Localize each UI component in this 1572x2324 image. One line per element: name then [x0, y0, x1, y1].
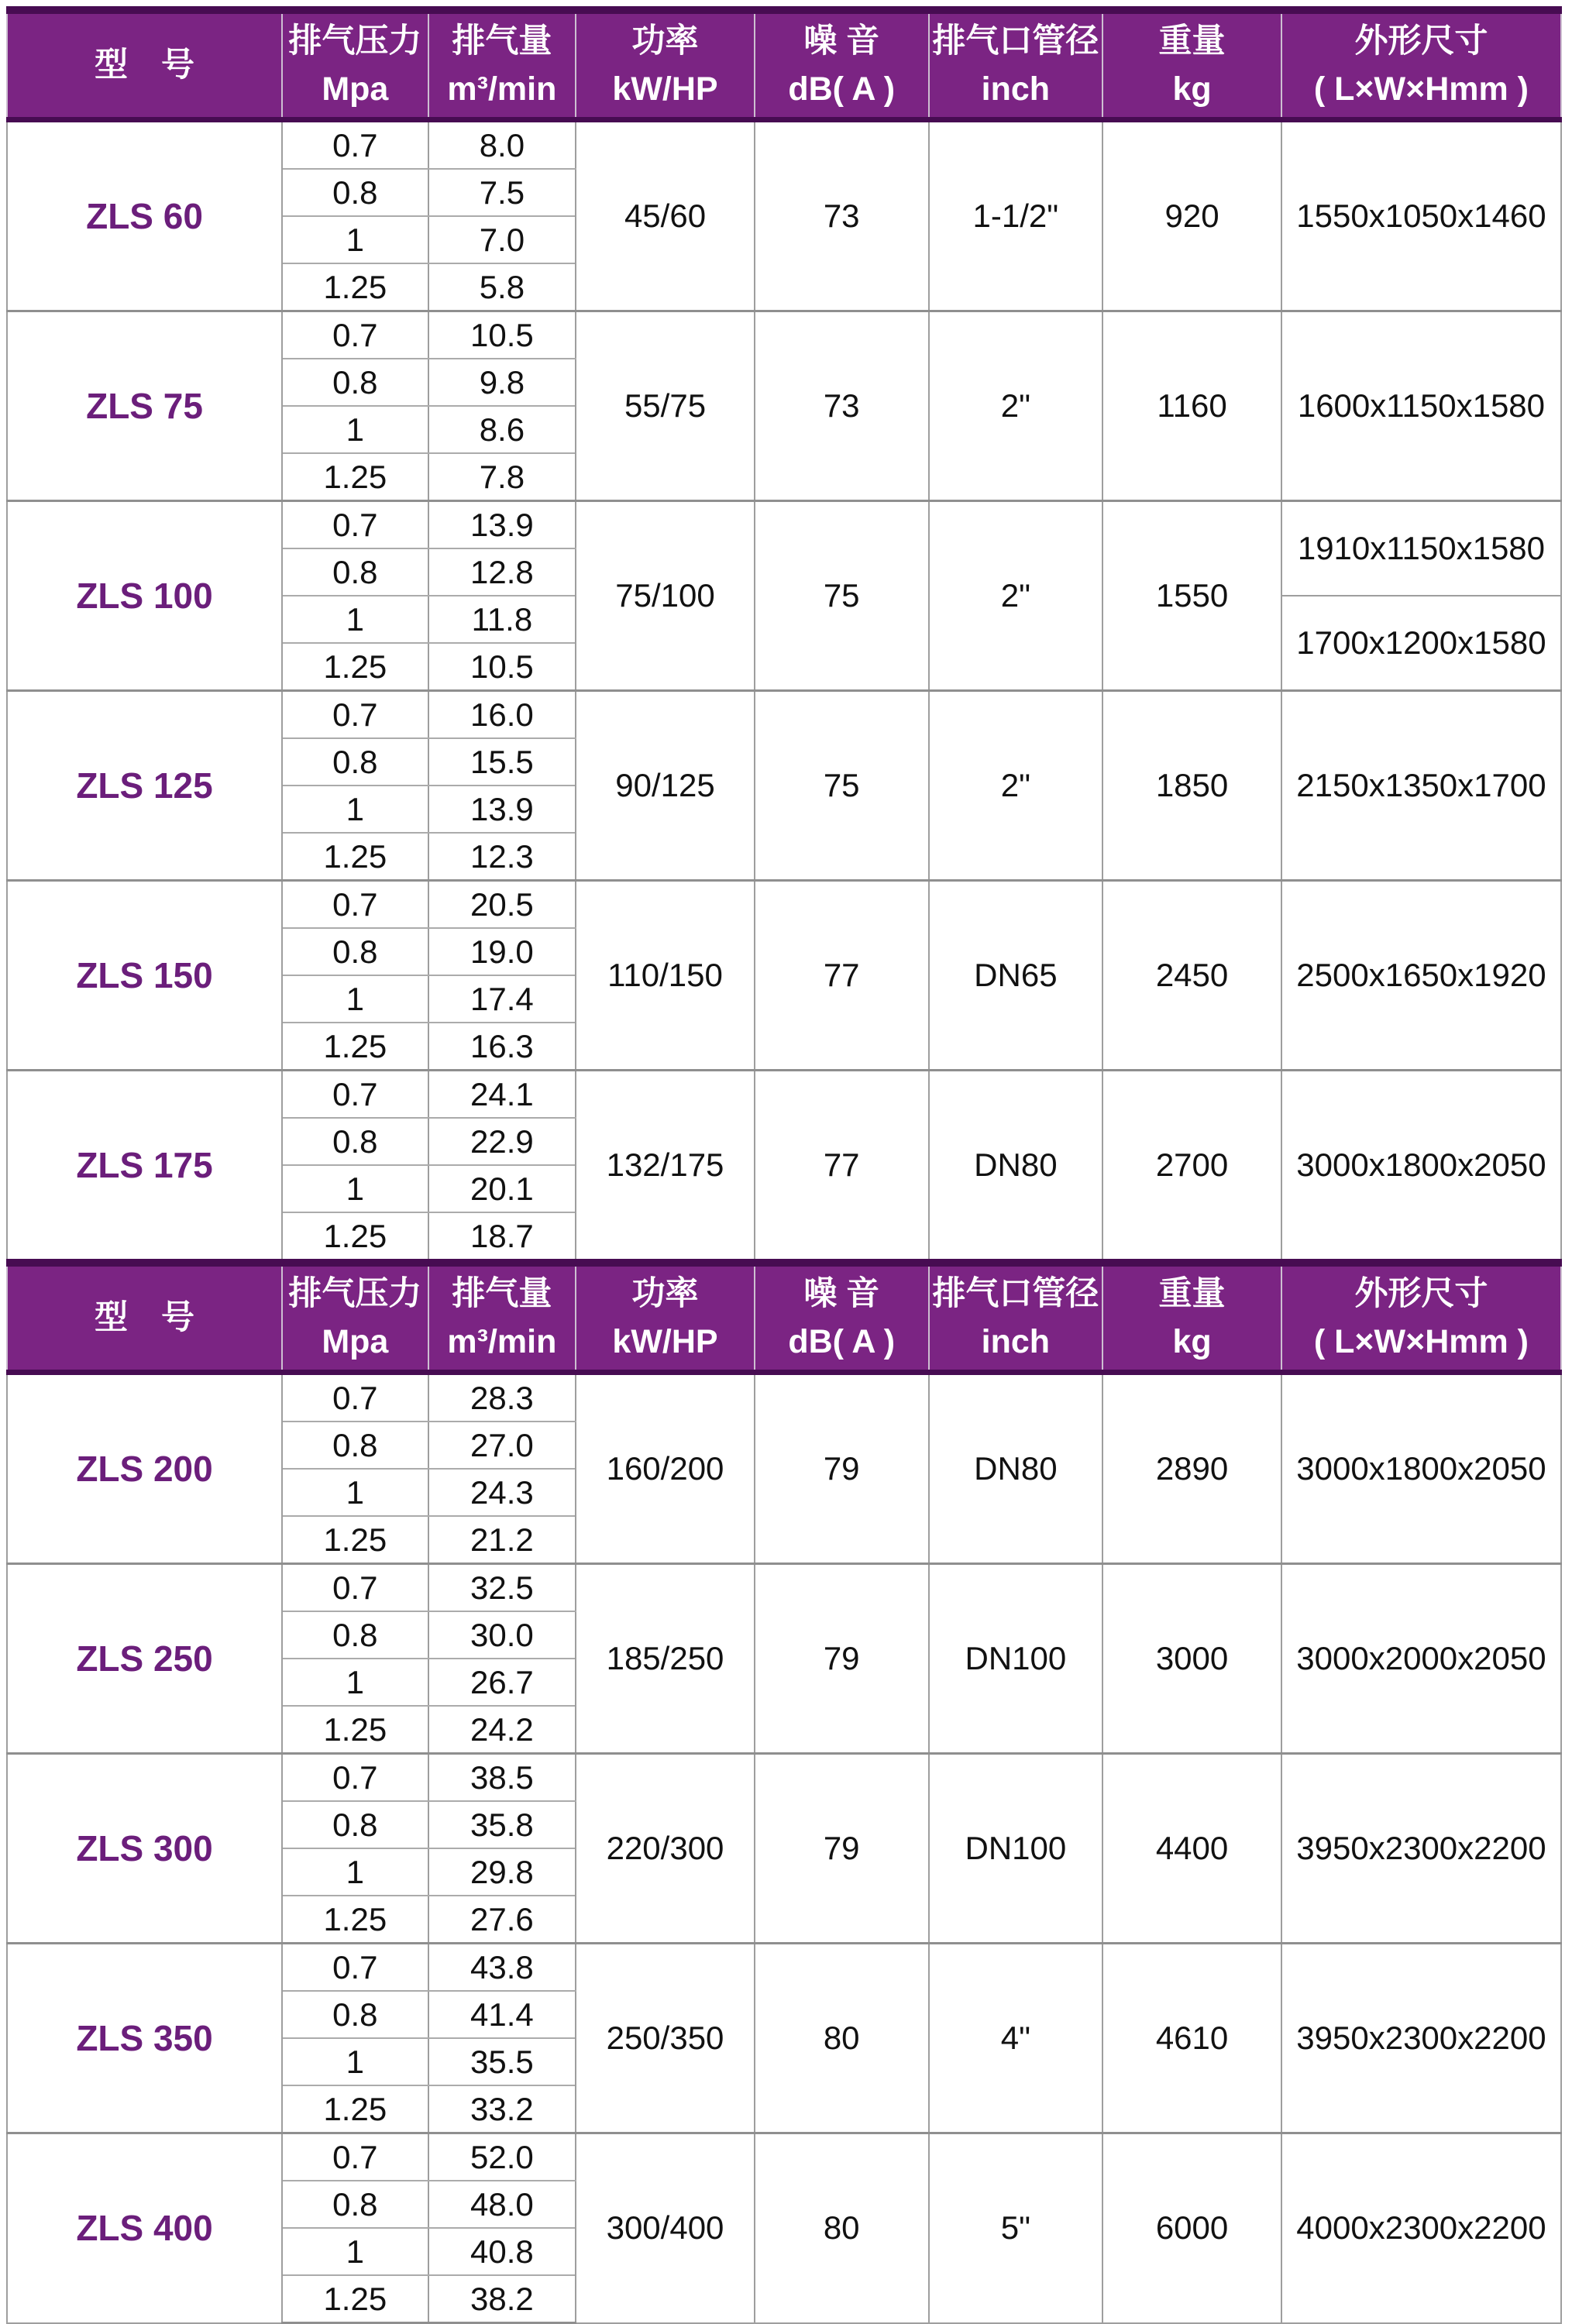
header-label: 排气量 [452, 1275, 552, 1313]
pressure-value: 1 [282, 596, 428, 643]
flow-value: 8.6 [428, 406, 576, 453]
flow-value: 24.1 [428, 1071, 576, 1119]
dims-value: 3000x1800x2050 [1281, 1373, 1561, 1564]
flow-value: 20.1 [428, 1165, 576, 1212]
model-name: ZLS 60 [7, 120, 282, 311]
header-label: 功率 [631, 1275, 699, 1313]
pressure-value: 0.8 [282, 1801, 428, 1848]
header-col-model [7, 10, 282, 120]
pipe-value: 1-1/2" [929, 120, 1103, 311]
header-unit: Mpa [322, 1322, 389, 1360]
header-label: 重量 [1158, 1275, 1226, 1313]
flow-value: 12.3 [428, 833, 576, 881]
header-unit: m³/min [447, 70, 557, 108]
pressure-value: 1.25 [282, 263, 428, 311]
noise-value: 79 [755, 1564, 929, 1754]
header-label: 排气口管径 [932, 22, 1099, 60]
pressure-value: 0.8 [282, 359, 428, 406]
pressure-value: 1 [282, 1848, 428, 1896]
table-row [7, 1373, 1561, 1422]
power-value: 90/125 [576, 691, 755, 881]
model-block [7, 1373, 1561, 1564]
header-unit: kg [1172, 70, 1212, 108]
flow-value: 43.8 [428, 1944, 576, 1992]
pipe-value: DN100 [929, 1564, 1103, 1754]
flow-value: 7.5 [428, 169, 576, 216]
flow-value: 35.8 [428, 1801, 576, 1848]
power-value: 220/300 [576, 1754, 755, 1944]
dims-value: 3000x2000x2050 [1281, 1564, 1561, 1754]
pressure-value: 0.8 [282, 1118, 428, 1165]
noise-value: 77 [755, 881, 929, 1071]
flow-value: 10.5 [428, 311, 576, 359]
flow-value: 13.9 [428, 786, 576, 833]
header-label: 重量 [1158, 22, 1226, 60]
flow-value: 38.5 [428, 1754, 576, 1802]
table-row [7, 1564, 1561, 1612]
weight-value: 2450 [1102, 881, 1281, 1071]
header-unit: inch [981, 70, 1051, 108]
spec-table [6, 6, 1562, 2324]
pressure-value: 1 [282, 786, 428, 833]
header-label: 排气压力 [288, 1275, 422, 1313]
pipe-value: 5" [929, 2133, 1103, 2323]
pressure-value: 0.8 [282, 169, 428, 216]
model-name: ZLS 300 [7, 1754, 282, 1944]
flow-value: 32.5 [428, 1564, 576, 1612]
pressure-value: 0.7 [282, 2133, 428, 2181]
table-row [7, 1944, 1561, 1992]
header-label: 型 号 [95, 46, 195, 84]
pressure-value: 1.25 [282, 1516, 428, 1564]
pressure-value: 0.7 [282, 1071, 428, 1119]
pressure-value: 1.25 [282, 1896, 428, 1944]
header-col-model [7, 1263, 282, 1373]
header-unit: Mpa [322, 70, 389, 108]
header-unit: dB( A ) [788, 70, 896, 108]
header-label: 噪 音 [803, 22, 880, 60]
flow-value: 13.9 [428, 501, 576, 549]
weight-value: 4400 [1102, 1754, 1281, 1944]
model-block [7, 2133, 1561, 2323]
pressure-value: 1 [282, 2228, 428, 2275]
pressure-value: 0.7 [282, 881, 428, 929]
header-col-pressure [282, 1263, 428, 1373]
dims-value: 1700x1200x1580 [1281, 596, 1561, 691]
noise-value: 79 [755, 1754, 929, 1944]
header-label: 型 号 [95, 1298, 195, 1336]
header-col-flow [428, 1263, 576, 1373]
table-row [7, 1071, 1561, 1119]
flow-value: 5.8 [428, 263, 576, 311]
header-unit: kW/HP [612, 1322, 718, 1360]
power-value: 185/250 [576, 1564, 755, 1754]
flow-value: 19.0 [428, 928, 576, 975]
flow-value: 52.0 [428, 2133, 576, 2181]
table-row [7, 501, 1561, 549]
weight-value: 1550 [1102, 501, 1281, 691]
noise-value: 79 [755, 1373, 929, 1564]
flow-value: 27.0 [428, 1422, 576, 1469]
model-block [7, 311, 1561, 501]
dims-value: 2500x1650x1920 [1281, 881, 1561, 1071]
power-value: 250/350 [576, 1944, 755, 2133]
pressure-value: 0.7 [282, 1754, 428, 1802]
header-unit: inch [981, 1322, 1051, 1360]
header-label: 排气压力 [288, 22, 422, 60]
model-name: ZLS 100 [7, 501, 282, 691]
model-block [7, 120, 1561, 311]
flow-value: 41.4 [428, 1991, 576, 2038]
header-col-weight [1102, 1263, 1281, 1373]
header-label: 排气口管径 [932, 1275, 1099, 1313]
weight-value: 6000 [1102, 2133, 1281, 2323]
pressure-value: 0.8 [282, 738, 428, 786]
pressure-value: 1.25 [282, 833, 428, 881]
flow-value: 7.8 [428, 453, 576, 501]
pressure-value: 0.7 [282, 120, 428, 170]
pressure-value: 1 [282, 975, 428, 1023]
flow-value: 30.0 [428, 1611, 576, 1659]
header-unit: ( L×W×Hmm ) [1313, 1322, 1529, 1360]
header-unit: dB( A ) [788, 1322, 896, 1360]
flow-value: 40.8 [428, 2228, 576, 2275]
header-col-dims [1281, 1263, 1561, 1373]
model-name: ZLS 150 [7, 881, 282, 1071]
model-name: ZLS 350 [7, 1944, 282, 2133]
header-col-noise [755, 1263, 929, 1373]
dims-value: 1600x1150x1580 [1281, 311, 1561, 501]
dims-value: 2150x1350x1700 [1281, 691, 1561, 881]
pipe-value: DN80 [929, 1071, 1103, 1263]
flow-value: 21.2 [428, 1516, 576, 1564]
flow-value: 7.0 [428, 216, 576, 263]
flow-value: 11.8 [428, 596, 576, 643]
table-row [7, 120, 1561, 170]
pressure-value: 1.25 [282, 1023, 428, 1071]
weight-value: 920 [1102, 120, 1281, 311]
flow-value: 27.6 [428, 1896, 576, 1944]
pressure-value: 0.8 [282, 928, 428, 975]
weight-value: 2890 [1102, 1373, 1281, 1564]
pipe-value: DN65 [929, 881, 1103, 1071]
model-name: ZLS 175 [7, 1071, 282, 1263]
model-name: ZLS 200 [7, 1373, 282, 1564]
header-unit: ( L×W×Hmm ) [1313, 70, 1529, 108]
flow-value: 15.5 [428, 738, 576, 786]
pressure-value: 1 [282, 2038, 428, 2085]
model-block [7, 1944, 1561, 2133]
pressure-value: 0.7 [282, 1373, 428, 1422]
model-block [7, 1754, 1561, 1944]
flow-value: 24.3 [428, 1469, 576, 1516]
power-value: 132/175 [576, 1071, 755, 1263]
table-row [7, 1754, 1561, 1802]
pressure-value: 1.25 [282, 643, 428, 691]
pressure-value: 0.8 [282, 1991, 428, 2038]
header-col-pressure [282, 10, 428, 120]
model-name: ZLS 400 [7, 2133, 282, 2323]
table-row [7, 311, 1561, 359]
header-col-power [576, 10, 755, 120]
pressure-value: 0.8 [282, 1611, 428, 1659]
flow-value: 35.5 [428, 2038, 576, 2085]
header-label: 噪 音 [803, 1275, 880, 1313]
header-col-weight [1102, 10, 1281, 120]
noise-value: 75 [755, 501, 929, 691]
weight-value: 1160 [1102, 311, 1281, 501]
dims-value: 1550x1050x1460 [1281, 120, 1561, 311]
header-label: 功率 [631, 22, 699, 60]
pressure-value: 1.25 [282, 2275, 428, 2323]
pressure-value: 1 [282, 1659, 428, 1706]
pressure-value: 0.7 [282, 501, 428, 549]
model-block [7, 691, 1561, 881]
flow-value: 16.3 [428, 1023, 576, 1071]
pressure-value: 0.8 [282, 548, 428, 596]
flow-value: 28.3 [428, 1373, 576, 1422]
table-header [7, 10, 1561, 120]
pressure-value: 0.7 [282, 311, 428, 359]
pressure-value: 0.7 [282, 1944, 428, 1992]
model-block [7, 501, 1561, 691]
pressure-value: 1 [282, 406, 428, 453]
pressure-value: 1 [282, 1469, 428, 1516]
flow-value: 29.8 [428, 1848, 576, 1896]
flow-value: 16.0 [428, 691, 576, 739]
pipe-value: DN100 [929, 1754, 1103, 1944]
power-value: 55/75 [576, 311, 755, 501]
power-value: 110/150 [576, 881, 755, 1071]
model-name: ZLS 250 [7, 1564, 282, 1754]
pressure-value: 1.25 [282, 1706, 428, 1754]
pipe-value: 2" [929, 501, 1103, 691]
dims-value: 3000x1800x2050 [1281, 1071, 1561, 1263]
pressure-value: 0.7 [282, 691, 428, 739]
pressure-value: 1.25 [282, 453, 428, 501]
header-label: 排气量 [452, 22, 552, 60]
pressure-value: 1 [282, 216, 428, 263]
model-name: ZLS 75 [7, 311, 282, 501]
pipe-value: DN80 [929, 1373, 1103, 1564]
weight-value: 1850 [1102, 691, 1281, 881]
model-block [7, 1564, 1561, 1754]
table-row [7, 881, 1561, 929]
table-header [7, 1263, 1561, 1373]
weight-value: 3000 [1102, 1564, 1281, 1754]
power-value: 45/60 [576, 120, 755, 311]
model-block [7, 1071, 1561, 1263]
noise-value: 73 [755, 311, 929, 501]
flow-value: 26.7 [428, 1659, 576, 1706]
noise-value: 80 [755, 2133, 929, 2323]
flow-value: 17.4 [428, 975, 576, 1023]
pressure-value: 0.8 [282, 2181, 428, 2228]
header-col-power [576, 1263, 755, 1373]
header-col-noise [755, 10, 929, 120]
flow-value: 8.0 [428, 120, 576, 170]
header-unit: m³/min [447, 1322, 557, 1360]
table-header-row [7, 1263, 1561, 1373]
flow-value: 48.0 [428, 2181, 576, 2228]
flow-value: 22.9 [428, 1118, 576, 1165]
table-header-row [7, 10, 1561, 120]
header-col-dims [1281, 10, 1561, 120]
header-unit: kg [1172, 1322, 1212, 1360]
pressure-value: 1.25 [282, 1212, 428, 1263]
noise-value: 75 [755, 691, 929, 881]
header-col-flow [428, 10, 576, 120]
noise-value: 80 [755, 1944, 929, 2133]
table-row [7, 691, 1561, 739]
weight-value: 2700 [1102, 1071, 1281, 1263]
flow-value: 12.8 [428, 548, 576, 596]
dims-value: 1910x1150x1580 [1281, 501, 1561, 596]
noise-value: 77 [755, 1071, 929, 1263]
weight-value: 4610 [1102, 1944, 1281, 2133]
dims-value: 3950x2300x2200 [1281, 1944, 1561, 2133]
model-block [7, 881, 1561, 1071]
header-col-pipe [929, 1263, 1103, 1373]
flow-value: 33.2 [428, 2085, 576, 2133]
flow-value: 10.5 [428, 643, 576, 691]
table-row [7, 2133, 1561, 2181]
flow-value: 20.5 [428, 881, 576, 929]
noise-value: 73 [755, 120, 929, 311]
dims-value: 3950x2300x2200 [1281, 1754, 1561, 1944]
pipe-value: 2" [929, 311, 1103, 501]
header-label: 外形尺寸 [1354, 1275, 1488, 1313]
pressure-value: 0.8 [282, 1422, 428, 1469]
header-unit: kW/HP [612, 70, 718, 108]
pipe-value: 4" [929, 1944, 1103, 2133]
dims-value: 4000x2300x2200 [1281, 2133, 1561, 2323]
model-name: ZLS 125 [7, 691, 282, 881]
flow-value: 18.7 [428, 1212, 576, 1263]
header-col-pipe [929, 10, 1103, 120]
power-value: 160/200 [576, 1373, 755, 1564]
pressure-value: 1 [282, 1165, 428, 1212]
flow-value: 24.2 [428, 1706, 576, 1754]
power-value: 300/400 [576, 2133, 755, 2323]
pressure-value: 1.25 [282, 2085, 428, 2133]
header-label: 外形尺寸 [1354, 22, 1488, 60]
power-value: 75/100 [576, 501, 755, 691]
pipe-value: 2" [929, 691, 1103, 881]
flow-value: 38.2 [428, 2275, 576, 2323]
pressure-value: 0.7 [282, 1564, 428, 1612]
flow-value: 9.8 [428, 359, 576, 406]
